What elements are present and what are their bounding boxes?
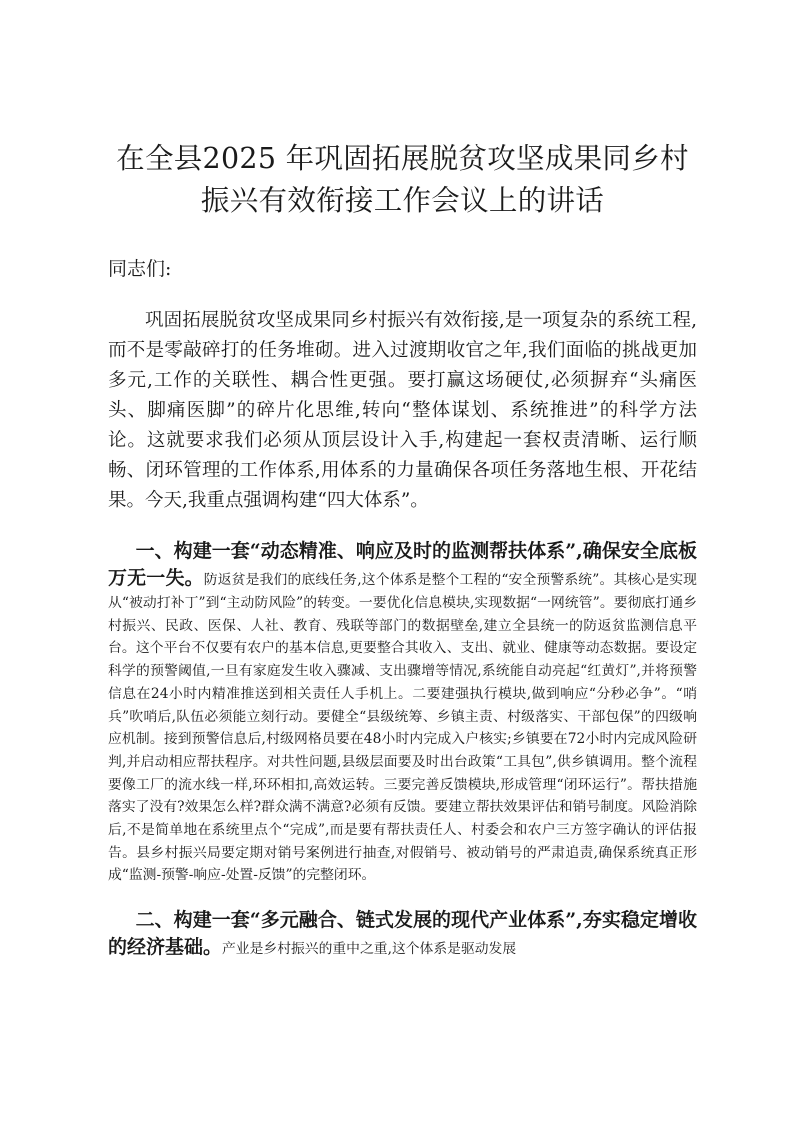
- salutation: 同志们:: [108, 258, 172, 280]
- intro-paragraph: 巩固拓展脱贫攻坚成果同乡村振兴有效衔接,是一项复杂的系统工程,而不是零敲碎打的任务堆砌。进入过渡期收官之年,我们面临的挑战更加多元,工作的关联性、耦合性更强。要打赢这场硬仗,必须摒弃“头痛医头、脚痛医脚”的碎片化思维,转向“整体谋划、系统推进”的科学方法论。这就要求我们必须从顶层设计入手,构建起一套权责清晰、运行顺畅、闭环管理的工作体系,用体系的力量确保各项任务落地生根、开花结果。今天,我重点强调构建“四大体系”。: [108, 310, 697, 511]
- section-1-paragraph: [108, 538, 697, 887]
- section-2-heading: 二、构建一套“多元融合、链式发展的现代产业体系”,夯实稳定增收的经济基础。: [108, 909, 697, 959]
- section-1-heading: 一、构建一套“动态精准、响应及时的监测帮扶体系”,确保安全底板万无一失。: [108, 540, 697, 589]
- section-1-body: 防返贫是我们的底线任务,这个体系是整个工程的“安全预警系统”。其核心是实现从“被动打补丁”到“主动防风险”的转变。一要优化信息模块,实现数据“一网统管”。要彻底打通乡村振兴、民政、医保、人社、教育、残联等部门的数据壁垒,建立全县统一的防返贫监测信息平台。这个平台不仅要有农户的基本信息,更要整合其收入、支出、就业、健康等动态数据。要设定科学的预警阈值,一旦有家庭发生收入骤减、支出骤增等情况,系统能自动亮起“红黄灯”,并将预警信息在24小时内精准推送到相关责任人手机上。二要建强执行模块,做到响应“分秒必争”。“哨兵”吹哨后,队伍必须能立刻行动。要健全“县级统筹、乡镇主责、村级落实、干部包保”的四级响应机制。接到预警信息后,村级网格员要在48小时内完成入户核实;乡镇要在72小时内完成风险研判,并启动相应帮扶程序。对共性问题,县级层面要及时出台政策“工具包”,供乡镇调用。整个流程要像工厂的流水线一样,环环相扣,高效运转。三要完善反馈模块,形成管理“闭环运行”。帮扶措施落实了没有?效果怎么样?群众满不满意?必须有反馈。要建立帮扶效果评估和销号制度。风险消除后,不是简单地在系统里点个“完成”,而是要有帮扶责任人、村委会和农户三方签字确认的评估报告。县乡村振兴局要定期对销号案例进行抽查,对假销号、被动销号的严肃追责,确保系统真正形成“监测-预警-响应-处置-反馈”的完整闭环。: [108, 572, 697, 884]
- section-2-paragraph: [108, 907, 697, 961]
- section-2-body: 产业是乡村振兴的重中之重,这个体系是驱动发展: [222, 941, 517, 958]
- title-line-1: 在全县2025 年巩固拓展脱贫攻坚成果同乡村: [116, 142, 689, 175]
- document-title: [108, 138, 697, 222]
- title-line-2: 振兴有效衔接工作会议上的讲话: [200, 184, 605, 217]
- document-page: [108, 138, 697, 961]
